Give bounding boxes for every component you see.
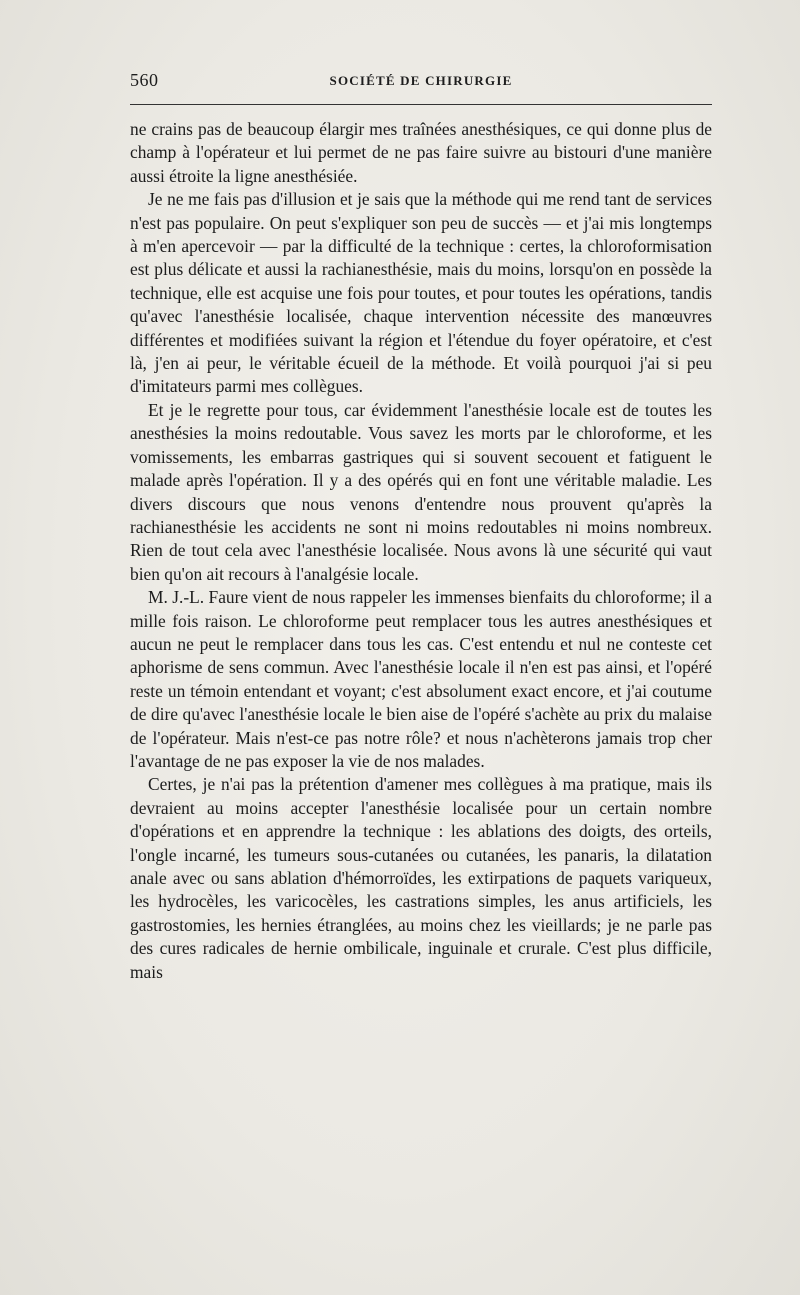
paragraph: M. J.-L. Faure vient de nous rappeler les immenses bienfaits du chloroforme; il a mille fois raison. Le chloroforme peut remplacer tous les autres anesthésiques et aucun ne peut le remplacer dans tous les cas. C'est entendu et nul ne conteste cet aphorisme de sens commun. Avec l'anesthésie locale il n'en est pas ainsi, et l'opéré reste un témoin entendant et voyant; c'est absolument exact encore, et j'ai coutume de dire qu'avec l'anesthésie locale le bien aise de l'opéré s'achète au prix du malaise de l'opérateur. Mais n'est-ce pas notre rôle? et nous n'achèterons jamais trop cher l'avantage de ne pas exposer la vie de nos malades. (130, 587, 712, 771)
header-rule (130, 104, 712, 105)
paragraph: ne crains pas de beaucoup élargir mes traînées anesthésiques, ce qui donne plus de champ à l'opérateur et lui permet de ne pas faire suivre au bistouri d'une manière aussi étroite la ligne anesthésiée. (130, 119, 712, 186)
paragraph: Certes, je n'ai pas la prétention d'amener mes collègues à ma pratique, mais ils devraient au moins accepter l'anesthésie localisée pour un certain nombre d'opérations et en apprendre la technique : les ablations des doigts, des orteils, l'ongle incarné, les tumeurs sous-cutanées ou cutanées, les panaris, la dilatation anale avec ou sans ablation d'hémorroïdes, les extirpations de paquets variqueux, les hydrocèles, les varicocèles, les castrations simples, les anus artificiels, les gastrostomies, les hernies étranglées, au moins chez les vieillards; je ne parle pas des cures radicales de hernie ombilicale, inguinale et crurale. C'est plus difficile, mais (130, 774, 712, 982)
running-head (130, 70, 712, 94)
paragraph: Et je le regrette pour tous, car évidemment l'anesthésie locale est de toutes les anesthésies la moins redoutable. Vous savez les morts par le chloroforme, et les vomissements, les embarras gastriques qui si souvent secouent et fatiguent le malade après l'opération. Il y a des opérés qui en font une véritable maladie. Les divers discours que nous venons d'entendre nous prouvent qu'après la rachianesthésie les accidents ne sont ni moins redoutables ni moins nombreux. Rien de tout cela avec l'anesthésie localisée. Nous avons là une sécurité qui vaut bien qu'on ait recours à l'analgésie locale. (130, 399, 712, 584)
page-number: 560 (130, 70, 159, 90)
journal-title: SOCIÉTÉ DE CHIRURGIE (329, 73, 513, 88)
body-text (130, 118, 712, 984)
paragraph: Je ne me fais pas d'illusion et je sais que la méthode qui me rend tant de services n'est pas populaire. On peut s'expliquer son peu de succès — et j'ai mis longtemps à m'en apercevoir — par la difficulté de la technique : certes, la chloroformisation est plus délicate et aussi la rachianesthésie, mais du moins, lorsqu'on en possède la technique, elle est acquise une fois pour toutes, et pour toutes les opérations, tandis qu'avec l'anesthésie localisée, chaque intervention nécessite des manœuvres différentes et modifiées suivant la région et l'étendue du foyer opératoire, et c'est là, j'en ai peur, le véritable écueil de la méthode. Et voilà pourquoi j'ai si peu d'imitateurs parmi mes collègues. (130, 189, 712, 397)
